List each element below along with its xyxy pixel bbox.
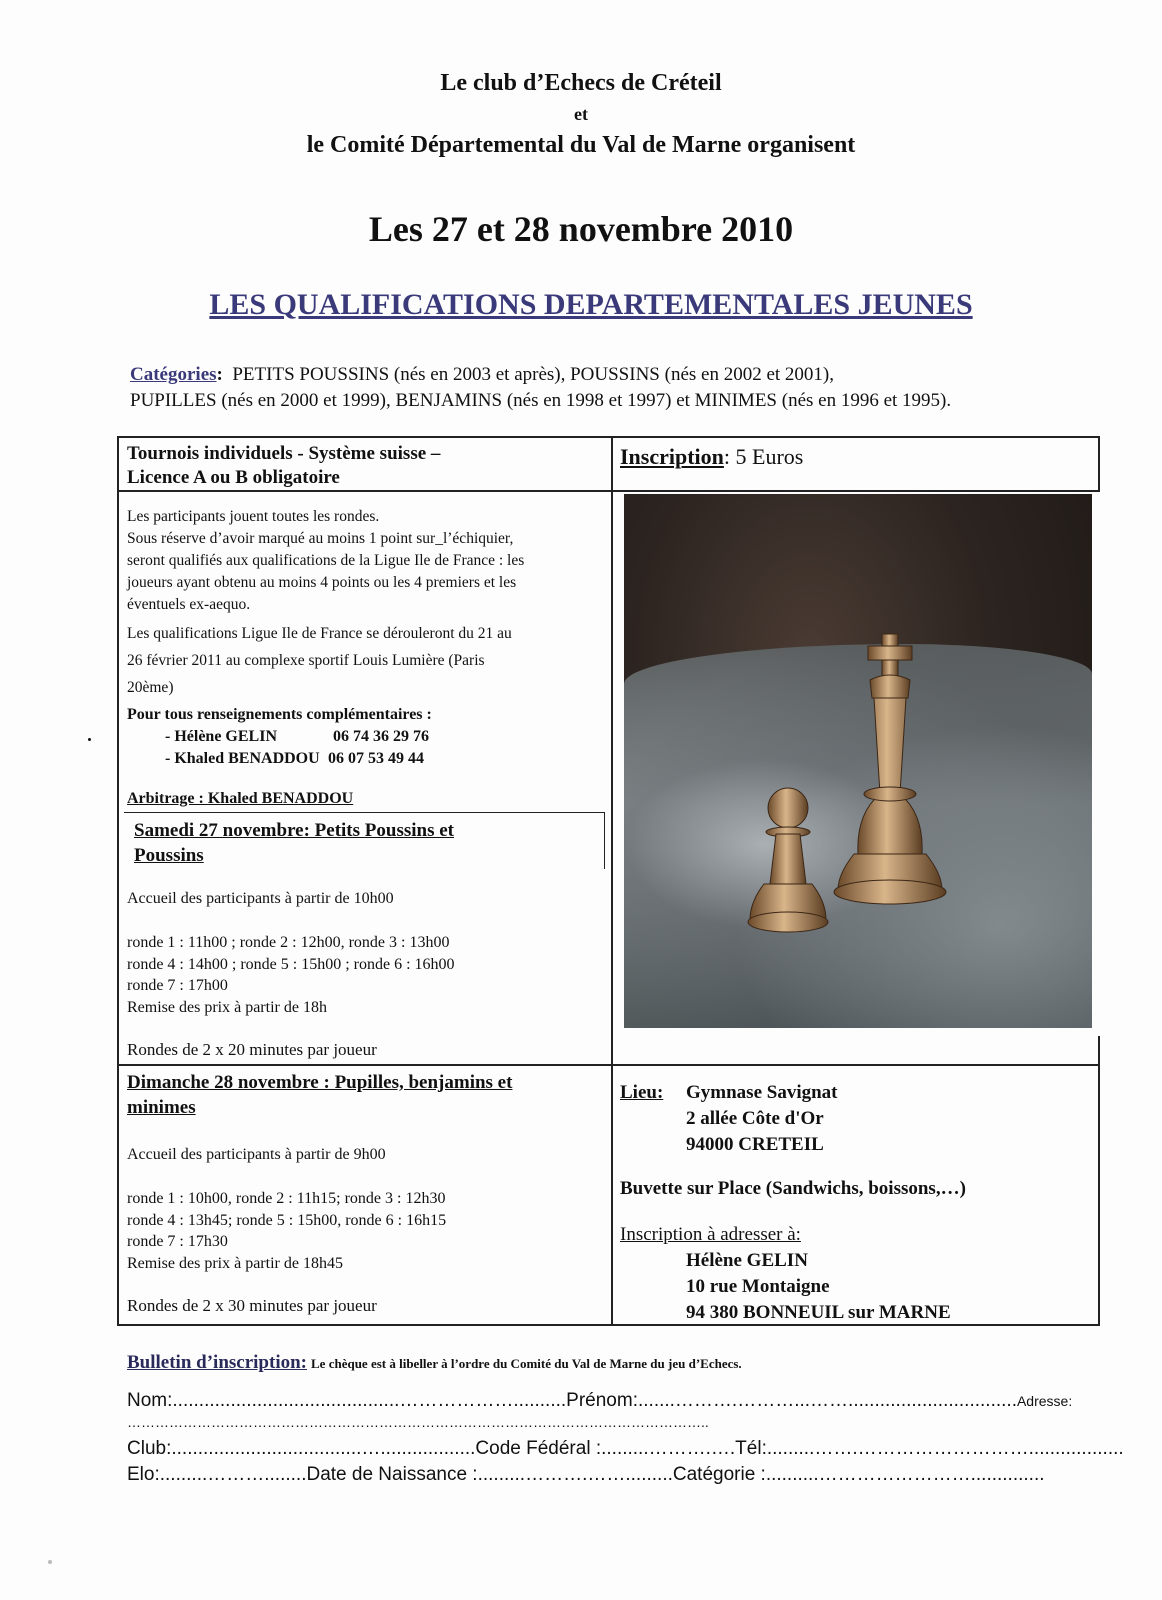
categories-line-2: PUPILLES (nés en 2000 et 1999), BENJAMINS (nés en 1998 et 1997) et MINIMES (nés en 1996 et 1995). (130, 390, 952, 411)
info-block (127, 704, 432, 770)
mailing-label: Inscription à adresser à: (620, 1224, 801, 1245)
venue-street: 2 allée Côte d'Or (686, 1108, 824, 1129)
bulletin-header (127, 1352, 742, 1374)
organizer-line-1: Le club d’Echecs de Créteil (440, 70, 722, 96)
table-border-bottom (117, 1324, 1100, 1326)
saturday-rounds-2: ronde 4 : 14h00 ; ronde 5 : 15h00 ; ronde 6 : 16h00 (127, 955, 455, 973)
form-line-2[interactable]: …………………………………………………………………………………………………………….. (127, 1414, 709, 1430)
form-line-3 (127, 1438, 1124, 1460)
table-divider-header (117, 490, 1100, 492)
scan-speck (48, 1560, 52, 1564)
sunday-rounds-2: ronde 4 : 13h45; ronde 5 : 15h00, ronde 6 : 16h15 (127, 1211, 447, 1229)
table-divider-vertical (611, 436, 613, 1326)
rules-line-2: Sous réserve d’avoir marqué au moins 1 point sur_l’échiquier, (127, 530, 514, 547)
sunday-title-line-1: Dimanche 28 novembre : Pupilles, benjamins et (127, 1072, 513, 1093)
organizer-line-2: et (574, 104, 588, 124)
rules-line-3: seront qualifiés aux qualifications de la Ligue Ile de France : les (127, 552, 525, 569)
field-nom[interactable]: Nom:...........................................……………….......... (127, 1390, 567, 1411)
contact-1 (127, 726, 432, 748)
sunday-title-line-2: minimes (127, 1097, 196, 1118)
field-adresse[interactable]: Adresse: (1016, 1393, 1073, 1409)
saturday-title-line-2: Poussins (134, 845, 204, 866)
event-date: Les 27 et 28 novembre 2010 (368, 209, 794, 249)
venue-label: Lieu: (620, 1082, 664, 1103)
mailing-address (620, 1222, 951, 1326)
field-tel[interactable]: Tél:.........…….……………………….................. (735, 1438, 1124, 1459)
table-border-left (117, 436, 119, 1326)
contact-2-name: - Khaled BENADDOU (165, 750, 320, 767)
chess-pieces-icon (624, 494, 1092, 1028)
field-date-naissance[interactable]: Date de Naissance :.........……….……......... (306, 1464, 673, 1485)
sunday-rounds-1: ronde 1 : 10h00, ronde 2 : 11h15; ronde 3 : 12h30 (127, 1190, 446, 1207)
tournament-title-line-1: Tournois individuels - Système suisse – (127, 443, 441, 464)
bulletin-label: Bulletin d’inscription: (127, 1352, 307, 1373)
contact-2 (127, 748, 432, 770)
saturday-schedule (127, 932, 455, 1018)
sunday-round-length: Rondes de 2 x 30 minutes par joueur (127, 1296, 377, 1315)
form-line-4 (127, 1464, 1045, 1486)
categories-line-1 (130, 364, 834, 386)
arbitrage: Arbitrage : Khaled BENADDOU (127, 790, 354, 807)
contact-2-phone: 06 07 53 49 44 (328, 750, 424, 767)
tournament-rules (127, 506, 602, 701)
field-categorie[interactable]: Catégorie :..........…………………….............. (672, 1464, 1045, 1485)
venue-line-1 (620, 1080, 838, 1106)
saturday-rounds-1: ronde 1 : 11h00 ; ronde 2 : 12h00, ronde 3 : 13h00 (127, 934, 450, 951)
info-title: Pour tous renseignements complémentaires : (127, 706, 432, 723)
field-prenom[interactable]: Prénom:.......……….………...……................................ (566, 1390, 1017, 1411)
categories-label: Catégories (130, 364, 217, 385)
saturday-rounds-3: ronde 7 : 17h00 (127, 977, 228, 994)
sunday-rounds-3: ronde 7 : 17h30 (127, 1233, 228, 1250)
mailing-city: 94 380 BONNEUIL sur MARNE (686, 1302, 951, 1323)
rules-line-4: joueurs ayant obtenu au moins 4 points ou les 4 premiers et les (127, 574, 517, 591)
venue-name: Gymnase Savignat (686, 1082, 838, 1103)
field-code-federal[interactable]: Code Fédéral :.........……….…. (475, 1438, 736, 1459)
saturday-title-line-1: Samedi 27 novembre: Petits Poussins et (134, 820, 454, 841)
bulletin-text: Le chèque est à libeller à l’ordre du Comité du Val de Marne du jeu d’Echecs. (311, 1356, 742, 1371)
contact-1-name: - Hélène GELIN (165, 728, 277, 745)
organizer-line-3: le Comité Départemental du Val de Marne organisent (306, 132, 856, 158)
table-divider-middle (117, 1064, 1100, 1066)
table-border-right-bottom (1098, 1036, 1100, 1326)
chess-photo (624, 494, 1092, 1028)
saturday-prizes: Remise des prix à partir de 18h (127, 998, 327, 1016)
event-title: LES QUALIFICATIONS DEPARTEMENTALES JEUNES (209, 288, 973, 321)
rules-line-8: 20ème) (127, 679, 174, 696)
rules-line-1: Les participants jouent toutes les rondes. (127, 508, 380, 525)
rules-line-7: 26 février 2011 au complexe sportif Louis Lumière (Paris (127, 652, 485, 669)
form-line-1 (127, 1390, 1072, 1412)
tournament-title (127, 442, 440, 490)
field-club[interactable]: Club:....................................….................. (127, 1438, 476, 1459)
saturday-round-length: Rondes de 2 x 20 minutes par joueur (127, 1040, 377, 1059)
table-border-top (117, 436, 1100, 438)
venue-city: 94000 CRETEIL (686, 1134, 824, 1155)
mailing-street: 10 rue Montaigne (686, 1276, 830, 1297)
sunday-prizes: Remise des prix à partir de 18h45 (127, 1254, 343, 1272)
venue-block (620, 1080, 838, 1158)
inscription-fee (620, 444, 803, 470)
rules-line-6: Les qualifications Ligue Ile de France se dérouleront du 21 au (127, 625, 512, 642)
contact-1-phone: 06 74 36 29 76 (333, 728, 429, 745)
sunday-schedule (127, 1188, 446, 1274)
mailing-name: Hélène GELIN (686, 1250, 808, 1271)
saturday-title (134, 818, 454, 868)
sunday-title (127, 1070, 512, 1120)
categories-text-1: PETITS POUSSINS (nés en 2003 et après), POUSSINS (nés en 2002 et 2001), (232, 364, 834, 385)
rules-line-5: éventuels ex-aequo. (127, 596, 251, 613)
buvette: Buvette sur Place (Sandwichs, boissons,…) (620, 1178, 966, 1199)
field-elo[interactable]: Elo:.........………........ (127, 1464, 307, 1485)
sunday-welcome: Accueil des participants à partir de 9h00 (127, 1146, 386, 1163)
tournament-title-line-2: Licence A ou B obligatoire (127, 467, 340, 488)
saturday-welcome: Accueil des participants à partir de 10h00 (127, 890, 394, 907)
inscription-value: : 5 Euros (723, 444, 804, 469)
scan-speck (88, 738, 91, 741)
table-border-right-top (1098, 436, 1100, 490)
categories-colon: : (216, 364, 223, 385)
inscription-label: Inscription (620, 444, 724, 469)
